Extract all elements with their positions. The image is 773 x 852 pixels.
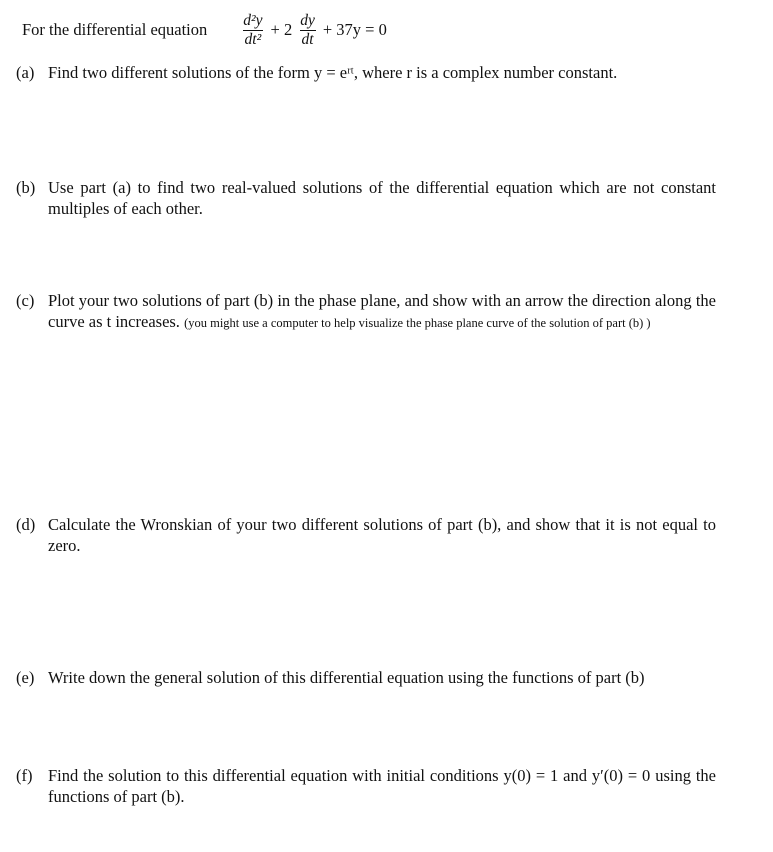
question-text: Write down the general solution of this differential equation using the functions of part (b) <box>48 668 645 687</box>
question-c <box>16 290 716 334</box>
question-text: Plot your two solutions of part (b) in the phase plane, and show with an arrow the direction along the curve as t increases. <box>48 291 716 331</box>
question-a <box>16 62 716 83</box>
second-derivative-fraction <box>241 12 264 47</box>
question-label: (f) <box>16 766 33 785</box>
problem-statement <box>22 8 391 52</box>
first-derivative-fraction <box>298 12 317 47</box>
fraction-numerator: d²y <box>243 12 263 30</box>
intro-text: For the differential equation <box>22 20 208 39</box>
question-body <box>48 290 716 334</box>
question-b <box>16 177 716 219</box>
question-label: (b) <box>16 178 36 197</box>
question-text: Find the solution to this differential equation with initial conditions y(0) = 1 and y′(0) = 0 using the functions of part (b). <box>48 766 716 806</box>
question-label: (e) <box>16 668 35 687</box>
question-text: Calculate the Wronskian of your two different solutions of part (b), and show that it is not equal to zero. <box>48 515 716 555</box>
fraction-denominator: dt² <box>244 30 262 48</box>
fraction-denominator: dt <box>301 30 314 48</box>
question-f <box>16 765 716 807</box>
fraction-numerator: dy <box>300 12 315 30</box>
question-note: (you might use a computer to help visualize the phase plane curve of the solution of part (b) ) <box>184 316 651 330</box>
question-text: Use part (a) to find two real-valued solutions of the differential equation which are not constant multiples of each other. <box>48 178 716 218</box>
question-label: (c) <box>16 291 35 310</box>
question-e <box>16 667 716 688</box>
question-text: Find two different solutions of the form y = eʳᵗ, where r is a complex number constant. <box>48 63 618 82</box>
equation-tail: + 37y = 0 <box>322 20 387 39</box>
question-label: (a) <box>16 63 35 82</box>
question-label: (d) <box>16 515 36 534</box>
equation-term: + 2 <box>270 20 293 39</box>
question-d <box>16 514 716 556</box>
